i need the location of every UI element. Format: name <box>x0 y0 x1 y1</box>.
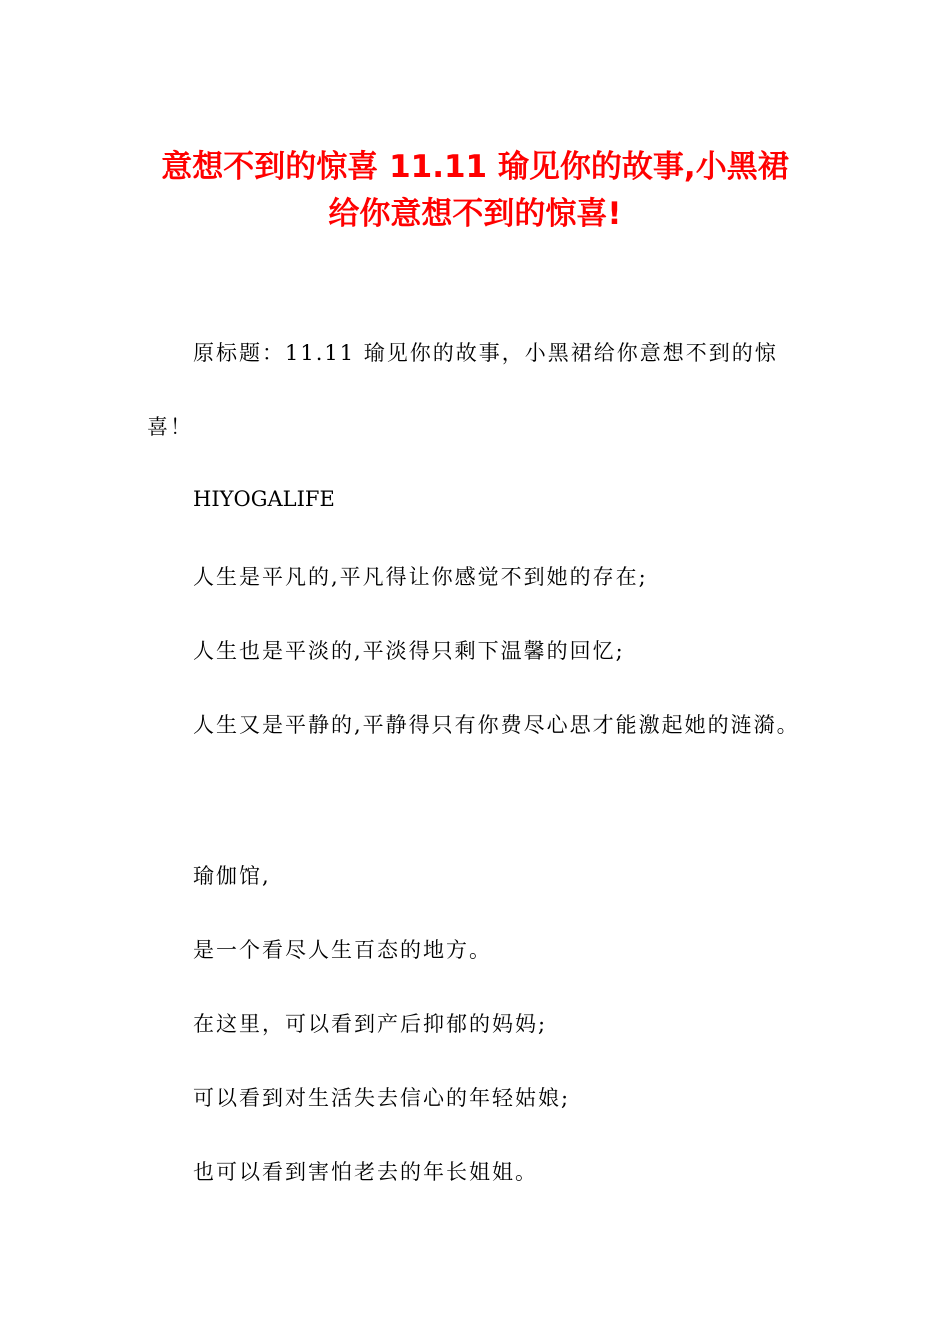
paragraph-older-sisters: 也可以看到害怕老去的年长姐姐。 <box>193 1160 538 1184</box>
paragraph-brand: HIYOGALIFE <box>193 487 335 511</box>
paragraph-yoga-studio: 瑜伽馆, <box>193 864 271 888</box>
paragraph-young-women: 可以看到对生活失去信心的年轻姑娘; <box>193 1086 571 1110</box>
paragraph-mothers: 在这里，可以看到产后抑郁的妈妈; <box>193 1012 548 1036</box>
title-line-2: 给你意想不到的惊喜! <box>328 196 622 232</box>
paragraph-original-title-continued: 喜！ <box>147 415 193 439</box>
paragraph-life-calm: 人生又是平静的,平静得只有你费尽心思才能激起她的涟漪。 <box>193 713 800 737</box>
paragraph-life-plain: 人生也是平淡的,平淡得只剩下温馨的回忆; <box>193 639 625 663</box>
document-title <box>100 144 850 238</box>
title-line-1: 意想不到的惊喜 11.11 瑜见你的故事,小黑裙 <box>161 149 789 185</box>
paragraph-place: 是一个看尽人生百态的地方。 <box>193 938 492 962</box>
paragraph-original-title: 原标题：11.11 瑜见你的故事，小黑裙给你意想不到的惊 <box>193 341 778 365</box>
paragraph-life-ordinary: 人生是平凡的,平凡得让你感觉不到她的存在; <box>193 565 648 589</box>
